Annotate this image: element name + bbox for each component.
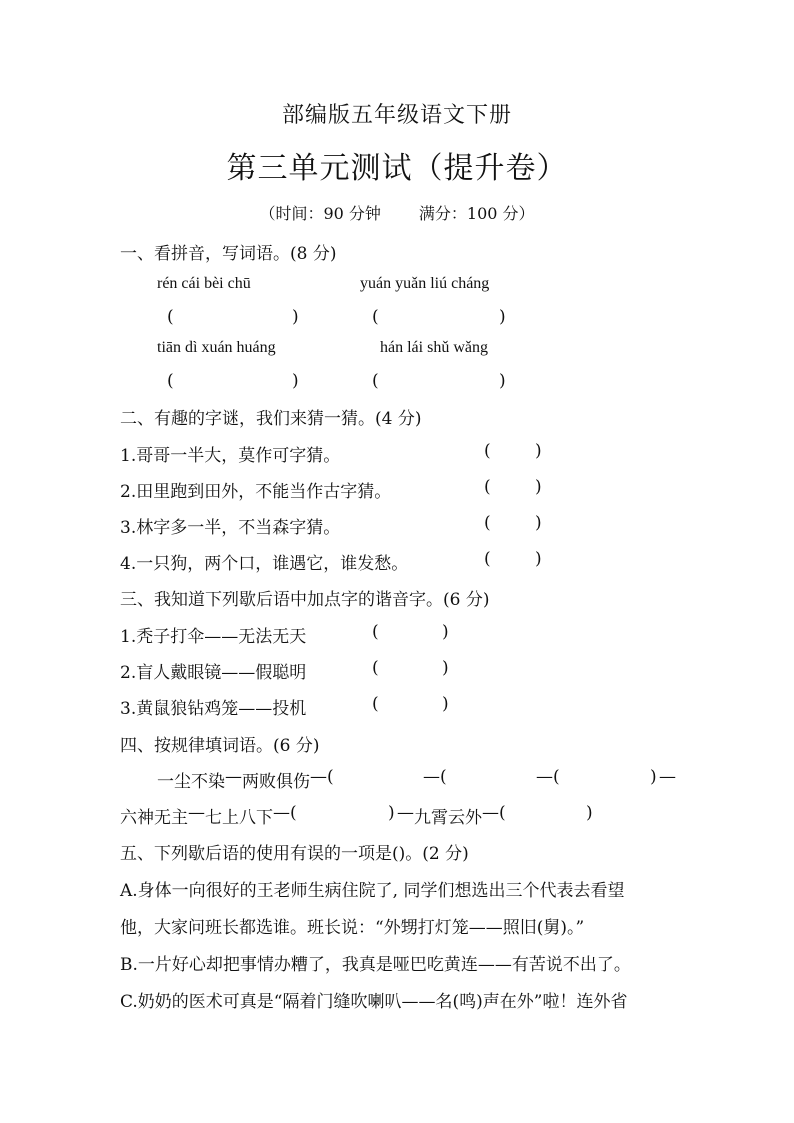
xiehouyu-item: 1.秃子打伞——无法无天 (120, 627, 307, 647)
exam-info (0, 201, 794, 224)
blank-open: —( (482, 803, 506, 823)
answer-paren-open: ( (484, 441, 491, 461)
pinyin-1: rén cái bèi chū (157, 275, 251, 292)
section-5-heading: 五、下列歇后语的使用有误的一项是()。(2 分) (120, 844, 469, 864)
answer-paren-open: ( (484, 549, 491, 569)
xiehouyu-item: 2.盲人戴眼镜——假聪明 (120, 663, 307, 683)
answer-paren-close: ) (535, 477, 542, 497)
blank-open: —( (273, 803, 297, 823)
answer-paren-close: ) (292, 371, 299, 391)
pattern-separator: — (397, 803, 414, 823)
pattern-word-2: 两败俱伤 (242, 772, 310, 792)
section-3-heading: 三、我知道下列歇后语中加点字的谐音字。(6 分) (120, 590, 490, 610)
time-info: （时间：90 分钟 (259, 204, 381, 223)
pinyin-4: hán lái shǔ wǎng (380, 339, 488, 356)
answer-paren-open: ( (372, 658, 379, 678)
pattern-separator: — (188, 803, 205, 823)
answer-paren-close: ) (442, 658, 449, 678)
answer-paren-open: ( (167, 371, 174, 391)
pattern-word-4: 七上八下 (205, 808, 273, 828)
answer-paren-close: ) (650, 767, 657, 787)
answer-paren-open: ( (372, 622, 379, 642)
answer-paren-close: ) (499, 371, 506, 391)
riddle-item: 3.林字多一半，不当森字猜。 (120, 518, 341, 538)
answer-paren-close: ) (499, 307, 506, 327)
riddle-item: 2.田里跑到田外，不能当作古字猜。 (120, 482, 392, 502)
answer-paren-open: ( (167, 307, 174, 327)
answer-paren-close: ) (535, 513, 542, 533)
xiehouyu-item: 3.黄鼠狼钻鸡笼——投机 (120, 699, 307, 719)
document-subtitle: 部编版五年级语文下册 (281, 103, 512, 128)
riddle-item: 4.一只狗，两个口，谁遇它，谁发愁。 (120, 554, 409, 574)
answer-paren-close: ) (535, 549, 542, 569)
option-c-line-1: C.奶奶的医术可真是“隔着门缝吹喇叭——名(鸣)声在外”啦！连外省 (120, 992, 628, 1012)
answer-paren-close: ) (388, 803, 395, 823)
pattern-separator: — (225, 767, 242, 787)
pinyin-2: yuán yuǎn liú cháng (360, 275, 490, 292)
option-a-line-1: A.身体一向很好的王老师生病住院了, 同学们想选出三个代表去看望 (120, 881, 625, 901)
answer-paren-close: ) (442, 694, 449, 714)
answer-paren-close: ) (535, 441, 542, 461)
section-1-heading: 一、看拼音，写词语。(8 分) (120, 244, 337, 264)
blank-close: —( (536, 767, 560, 787)
score-info: 满分：100 分） (418, 204, 535, 223)
option-a-line-2: 他，大家问班长都选谁。班长说：“外甥打灯笼——照旧(舅)。” (120, 918, 585, 938)
answer-paren-close: ) (292, 307, 299, 327)
answer-paren-close: ) (586, 803, 593, 823)
answer-paren-open: ( (372, 307, 379, 327)
answer-paren-open: ( (484, 513, 491, 533)
pattern-separator: — (659, 767, 676, 787)
answer-paren-open: ( (372, 371, 379, 391)
option-b: B.一片好心却把事情办糟了，我真是哑巴吃黄连——有苦说不出了。 (120, 955, 631, 975)
answer-paren-open: ( (484, 477, 491, 497)
blank-close: —( (423, 767, 447, 787)
pattern-word-3: 六神无主 (120, 808, 188, 828)
section-4-heading: 四、按规律填词语。(6 分) (120, 736, 320, 756)
answer-paren-close: ) (442, 622, 449, 642)
pattern-word-5: 九霄云外 (414, 808, 482, 828)
riddle-item: 1.哥哥一半大，莫作可字猜。 (120, 446, 341, 466)
blank-open: —( (310, 767, 334, 787)
pattern-word-1: 一尘不染 (157, 772, 225, 792)
document-title: 第三单元测试（提升卷） (226, 151, 568, 186)
pinyin-3: tiān dì xuán huáng (157, 339, 276, 356)
answer-paren-open: ( (372, 694, 379, 714)
section-2-heading: 二、有趣的字谜，我们来猜一猜。(4 分) (120, 409, 422, 429)
